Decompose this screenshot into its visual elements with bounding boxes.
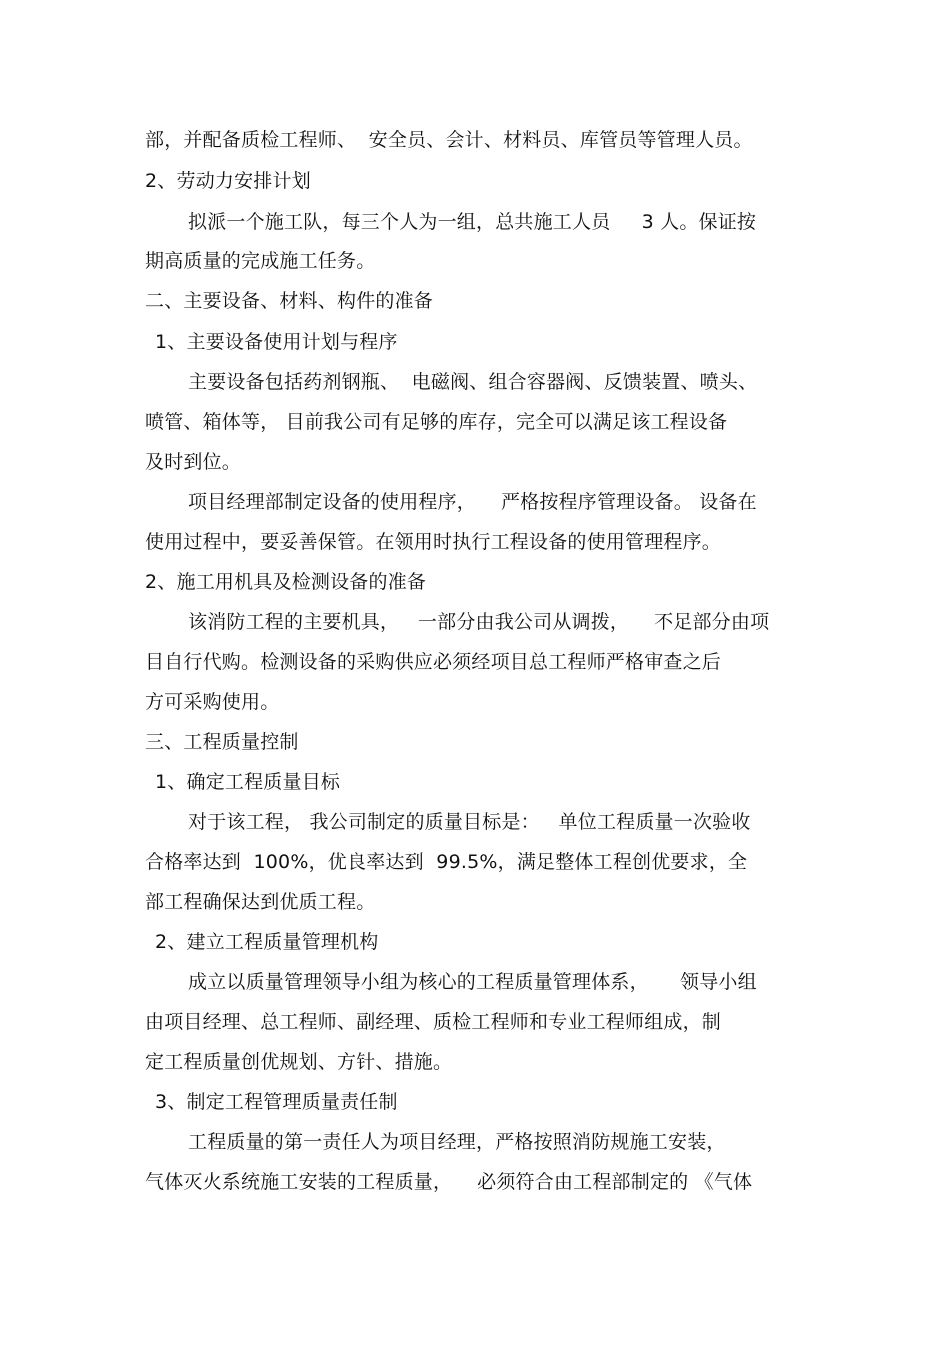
paragraph-line: 气体灭火系统施工安装的工程质量， 必须符合由工程部制定的 《气体: [145, 1171, 753, 1193]
paragraph-line: 目自行代购。检测设备的采购供应必须经项目总工程师严格审查之后: [145, 651, 722, 673]
paragraph-line: 方可采购使用。: [145, 691, 280, 713]
paragraph-line: 使用过程中，要妥善保管。在领用时执行工程设备的使用管理程序。: [145, 531, 722, 553]
subsection-heading: 1、确定工程质量目标: [155, 771, 341, 793]
paragraph-line: 主要设备包括药剂钢瓶、 电磁阀、组合容器阀、反馈装置、喷头、: [188, 371, 758, 393]
paragraph-line: 期高质量的完成施工任务。: [145, 250, 376, 272]
section-heading: 2、施工用机具及检测设备的准备: [145, 571, 427, 593]
paragraph-line: 拟派一个施工队，每三个人为一组，总共施工人员 3 人。保证按: [188, 211, 757, 233]
paragraph-line: 该消防工程的主要机具， 一部分由我公司从调拨， 不足部分由项: [188, 611, 770, 633]
section-heading: 2、劳动力安排计划: [145, 170, 311, 192]
paragraph-line: 工程质量的第一责任人为项目经理，严格按照消防规施工安装，: [188, 1131, 726, 1153]
section-heading: 三、工程质量控制: [145, 731, 299, 753]
section-heading: 二、主要设备、材料、构件的准备: [145, 290, 434, 312]
paragraph-line: 部，并配备质检工程师、 安全员、会计、材料员、库管员等管理人员。: [145, 129, 753, 151]
subsection-heading: 1、主要设备使用计划与程序: [155, 331, 398, 353]
paragraph-line: 由项目经理、总工程师、副经理、质检工程师和专业工程师组成，制: [145, 1011, 722, 1033]
paragraph-line: 对于该工程， 我公司制定的质量目标是： 单位工程质量一次验收: [188, 811, 751, 833]
paragraph-line: 喷管、箱体等， 目前我公司有足够的库存，完全可以满足该工程设备: [145, 411, 728, 433]
paragraph-line: 项目经理部制定设备的使用程序， 严格按程序管理设备。 设备在: [188, 491, 757, 513]
paragraph-line: 合格率达到 100%，优良率达到 99.5%，满足整体工程创优要求，全: [145, 851, 748, 873]
paragraph-line: 定工程质量创优规划、方针、措施。: [145, 1051, 453, 1073]
subsection-heading: 2、建立工程质量管理机构: [155, 931, 379, 953]
subsection-heading: 3、制定工程管理质量责任制: [155, 1091, 398, 1113]
paragraph-line: 部工程确保达到优质工程。: [145, 891, 376, 913]
paragraph-line: 成立以质量管理领导小组为核心的工程质量管理体系， 领导小组: [188, 971, 757, 993]
paragraph-line: 及时到位。: [145, 451, 242, 473]
